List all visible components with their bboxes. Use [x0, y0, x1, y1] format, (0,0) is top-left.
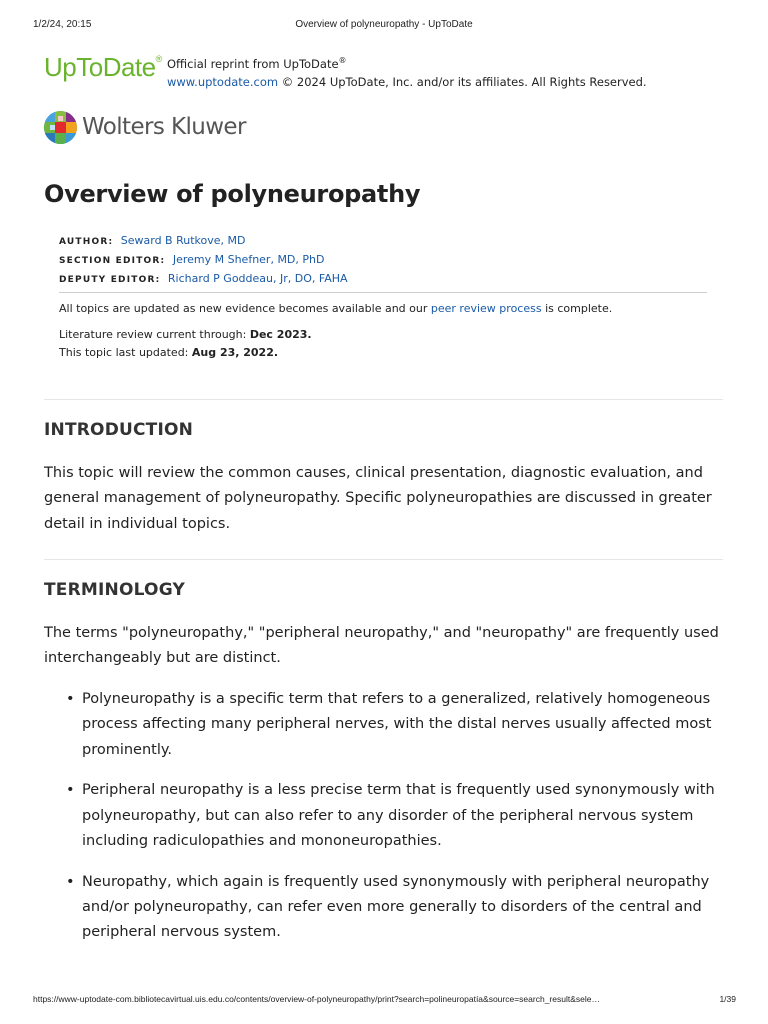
terminology-paragraph: The terms "polyneuropathy," "peripheral neuropathy," and "neuropathy" are frequently used interchangeably but are distinct.	[44, 625, 719, 667]
review-statement: All topics are updated as new evidence becomes available and our peer review process is complete.	[59, 302, 613, 315]
author-role-label: AUTHOR:	[59, 237, 114, 247]
section-editor-link[interactable]: Jeremy M Shefner, MD, PhD	[172, 253, 325, 266]
bullet-icon: •	[66, 873, 75, 890]
introduction-paragraph: This topic will review the common causes, clinical presentation, diagnostic evaluation, and general management of polyneuropathy. Specific polyneuropathies are discussed in greater detail in individual topics.	[44, 465, 712, 532]
wolters-kluwer-logo-icon	[44, 111, 77, 144]
meta-divider	[59, 292, 707, 293]
author-row	[59, 232, 348, 251]
introduction-heading: INTRODUCTION	[44, 420, 194, 440]
deputy-editor-link[interactable]: Richard P Goddeau, Jr, DO, FAHA	[167, 272, 348, 285]
wolters-kluwer-logo	[44, 110, 246, 144]
print-date: 1/2/24, 20:15	[33, 19, 92, 30]
copyright-text: © 2024 UpToDate, Inc. and/or its affiliates. All Rights Reserved.	[281, 74, 647, 89]
print-url: https://www-uptodate-com.bibliotecavirtual.uis.edu.co/contents/overview-of-polyneuropathy/print?search=polineuropatía&source=search_result&sele…	[33, 994, 600, 1004]
print-header	[0, 0, 768, 30]
terminology-bullet-list	[66, 687, 726, 961]
deputy-editor-role-label: DEPUTY EDITOR:	[59, 275, 161, 285]
deputy-editor-row	[59, 270, 348, 289]
review-info	[59, 300, 612, 362]
bullet-icon: •	[66, 782, 75, 799]
list-item: • Peripheral neuropathy is a less precise term that is frequently used synonymously with polyneuropathy, but can also refer to any disorder of the peripheral nervous system including radiculopathies and mononeuropathies.	[66, 778, 726, 854]
print-footer	[0, 990, 768, 1010]
literature-review-date: Literature review current through: Dec 2023.	[59, 328, 312, 341]
publisher-logo-text: Wolters Kluwer	[82, 114, 246, 140]
section-divider	[44, 399, 723, 400]
reprint-notice: Official reprint from UpToDate® www.uptodate.com © 2024 UpToDate, Inc. and/or its affiliates. All Rights Reserved.	[167, 56, 647, 89]
page-title: Overview of polyneuropathy	[44, 180, 421, 208]
section-divider	[44, 559, 723, 560]
peer-review-link[interactable]: peer review process	[430, 302, 542, 315]
author-list	[59, 232, 348, 289]
bullet-icon: •	[66, 691, 75, 707]
author-link[interactable]: Seward B Rutkove, MD	[120, 234, 246, 247]
uptodate-logo[interactable]: UpToDate®	[44, 52, 162, 82]
print-page-title: Overview of polyneuropathy - UpToDate	[295, 19, 473, 30]
uptodate-site-link[interactable]: www.uptodate.com	[167, 74, 279, 89]
list-item: • Polyneuropathy is a specific term that refers to a generalized, relatively homogeneous process affecting many peripheral nerves, with the distal nerves usually affected most prominently.	[66, 687, 726, 763]
terminology-heading: TERMINOLOGY	[44, 580, 185, 600]
section-editor-role-label: SECTION EDITOR:	[59, 256, 166, 266]
last-updated-date: This topic last updated: Aug 23, 2022.	[59, 346, 279, 359]
page-number: 1/39	[719, 994, 736, 1004]
section-editor-row	[59, 251, 348, 270]
reprint-line: Official reprint from UpToDate	[167, 56, 339, 71]
list-item: • Neuropathy, which again is frequently used synonymously with peripheral neuropathy and/or polyneuropathy, can refer even more generally to disorders of the central and peripheral nervous system.	[66, 870, 726, 946]
